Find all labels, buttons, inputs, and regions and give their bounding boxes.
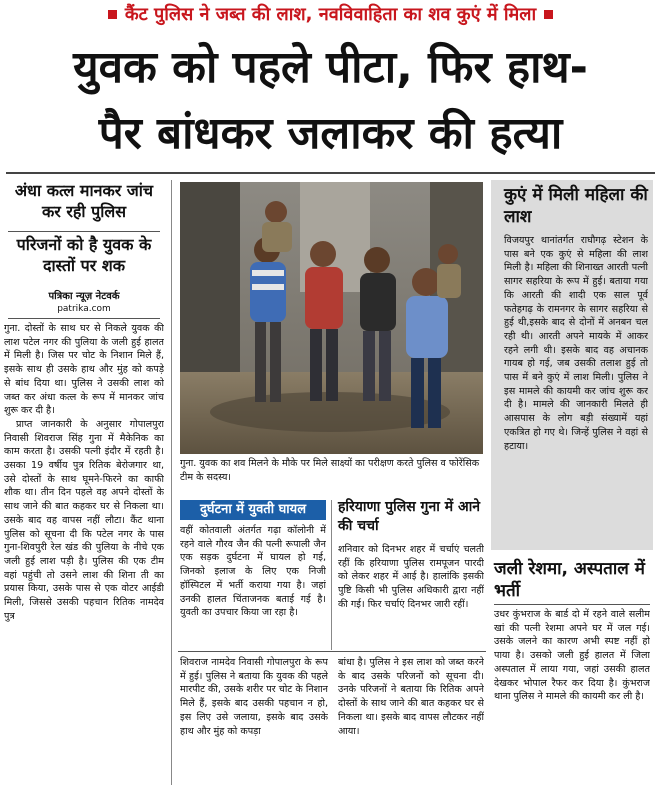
section-head-reshma: जली रेशमा, अस्पताल में भर्ती	[494, 559, 645, 601]
kicker-text: कैंट पुलिस ने जब्त की लाश, नवविवाहिता का शव कुएं में मिला	[124, 4, 537, 25]
news-photo	[180, 182, 483, 454]
headline-line-2: पैर बांधकर जलाकर की हत्या	[98, 108, 563, 159]
divider	[8, 318, 160, 319]
article-continuation-2: बांधा है। पुलिस ने इस लाश को जब्त करने के बाद उसके परिजनों को सूचना दी। उनके परिजनों ने बताया कि रितिक अपने दोस्तों के साथ जाने की बात कहकर घर से निकला था। इसके बाद वापस लौटकर नहीं आया।	[338, 657, 484, 737]
section-head-haryana: हरियाणा पुलिस गुना में आने की चर्चा	[338, 499, 481, 534]
subhead-primary: अंधा कत्ल मानकर जांच कर रही पुलिस	[14, 181, 154, 221]
accident-body: वहीं कोतवाली अंतर्गत गढ़ा कॉलोनी में रहने वाले गौरव जैन की पत्नी रूपाली जैन एक सड़क दुर्घटना में घायल हो गई, जिनको इलाज के लिए एक निजी हॉस्पिटल में भर्ती कराया गया है। जहां उनकी हालत चिंताजनक बताई गई है। युवती का उपचार किया जा रहा है।	[180, 525, 326, 619]
byline: पत्रिका न्यूज़ नेटवर्क	[48, 291, 120, 302]
byline-site: patrika.com	[57, 304, 111, 314]
square-bullet-icon	[108, 10, 117, 19]
crime-scene-photo	[180, 182, 483, 454]
divider	[178, 651, 486, 652]
article-continuation-1: शिवराज नामदेव निवासी गोपालपुरा के रूप में हुई। पुलिस ने बताया कि युवक की पहले मारपीट की, उसके शरीर पर चोट के निशान मिले हैं, इसके बाद उसकी पहचान न हो, इस लिए उसे जलाया, इसके बाद उसके हाथ और मुंह को कपड़ा	[180, 657, 328, 737]
divider	[8, 231, 160, 232]
divider	[494, 604, 650, 605]
subhead-secondary: परिजनों को है युवक के दास्तों पर शक	[16, 235, 152, 275]
photo-caption: गुना. युवक का शव मिलने के मौके पर मिले साक्ष्यों का परीक्षण करते पुलिस व फोरेंसिक टीम के सदस्य।	[180, 458, 480, 483]
article-paragraph: गुना. दोस्तों के साथ घर से निकले युवक की लाश पटेल नगर की पुलिया के जली हुई हालत में मिली है। जिस पर चोट के निशान मिले हैं, इसके साथ ही उसके हाथ और मुंह को कपड़े से बांध दिया था। पुलिस ने उसकी लाश को जब्त कर अंधा कत्ल के रूप में मानकर जांच शुरू कर दी है।	[4, 323, 164, 417]
column-divider	[171, 180, 172, 785]
square-bullet-icon	[544, 10, 553, 19]
reshma-body: उधर कुंभराज के बार्ड दो में रहने वाले सलीम खां की पत्नी रेशमा अपने घर में जल गई। उसके जलने का कारण अभी स्पष्ट नहीं हो पाया है। उसको जली हुई हालत में जिला अस्पताल में लाया गया, जहां उसकी हालत देखकर भोपाल रैफर कर दिया है। कुंभराज थाना पुलिस ने मामले की कायमी कर ली है।	[494, 609, 650, 703]
sidebar-heading: कुएं में मिली महिला की लाश	[504, 185, 648, 227]
article-body-left	[4, 322, 164, 788]
sidebar-body: विजयपुर थानांतर्गत राघौगढ़ स्टेशन के पास बने एक कुएं से महिला की लाश मिली है। महिला की शिनाख्त आरती पत्नी सागर सहरिया के रूप में हुई। बताया गया कि आरती की शादी एक साल पूर्व फतेहगढ़ के रामनगर के सागर सहरिया से हुई थी,इसके बाद से दोनों में अनबन चल रही थी। आरती अपने मायके में आकर रहने लगी थी। इसके बाद वह अचानक गायब हो गई, जब उसकी तलाश हुई तो पास में बने कुएं में लाश मिली। पुलिस ने इस मामले की कायमी कर जांच शुरू कर दी है। मामले की जानकारी मिलते ही आसपास के लोग बड़ी संख्यामें यहां एकत्रित हो गए थे। जिन्हें पुलिस ने वहां से हटाया।	[504, 235, 648, 452]
article-paragraph: प्राप्त जानकारी के अनुसार गोपालपुरा निवासी शिवराज सिंह गुना में मैकेनिक का काम करता है। उसकी पत्नी इंदौर में रहती है। उसका 19 वर्षीय पुत्र रितिक बेरोजगार था, उसे दोस्तों के साथ घूमने-फिरने का काफी शौक था। तीन दिन पहले वह अपने दोस्तों के साथ जाने की बात कहकर घर से निकला था। उसके बाद वह वापस नहीं लौटा। कैंट थाना पुलिस को सूचना दी कि पटेल नगर के पास गुना-शिवपुरी रेल खंड की पुलिया के नीचे एक जली हुई लाश पड़ी है। पुलिस की एक टीम वहां पहुंची तो उसने लाश की शिना ती का प्रयास किया, उसके पास से एक वोटर आईडी मिली, जिससे उसकी पहचान रितिक नामदेव पुत्र	[4, 418, 164, 622]
haryana-body: शनिवार को दिनभर शहर में चर्चाएं चलती रहीं कि हरियाणा पुलिस रामपूजन पारदी को लेकर शहर में आई है। हालांकि इसकी पुष्टि किसी भी पुलिस अधिकारी द्वारा नहीं की गई। फिर चर्चाएं दिनभर जारी रहीं।	[338, 544, 484, 610]
section-head-accident: दुर्घटना में युवती घायल	[180, 500, 326, 520]
divider	[6, 172, 655, 174]
kicker-line	[0, 0, 661, 30]
headline-line-1: युवक को पहले पीटा, फिर हाथ-	[73, 42, 588, 93]
column-divider	[331, 500, 332, 650]
